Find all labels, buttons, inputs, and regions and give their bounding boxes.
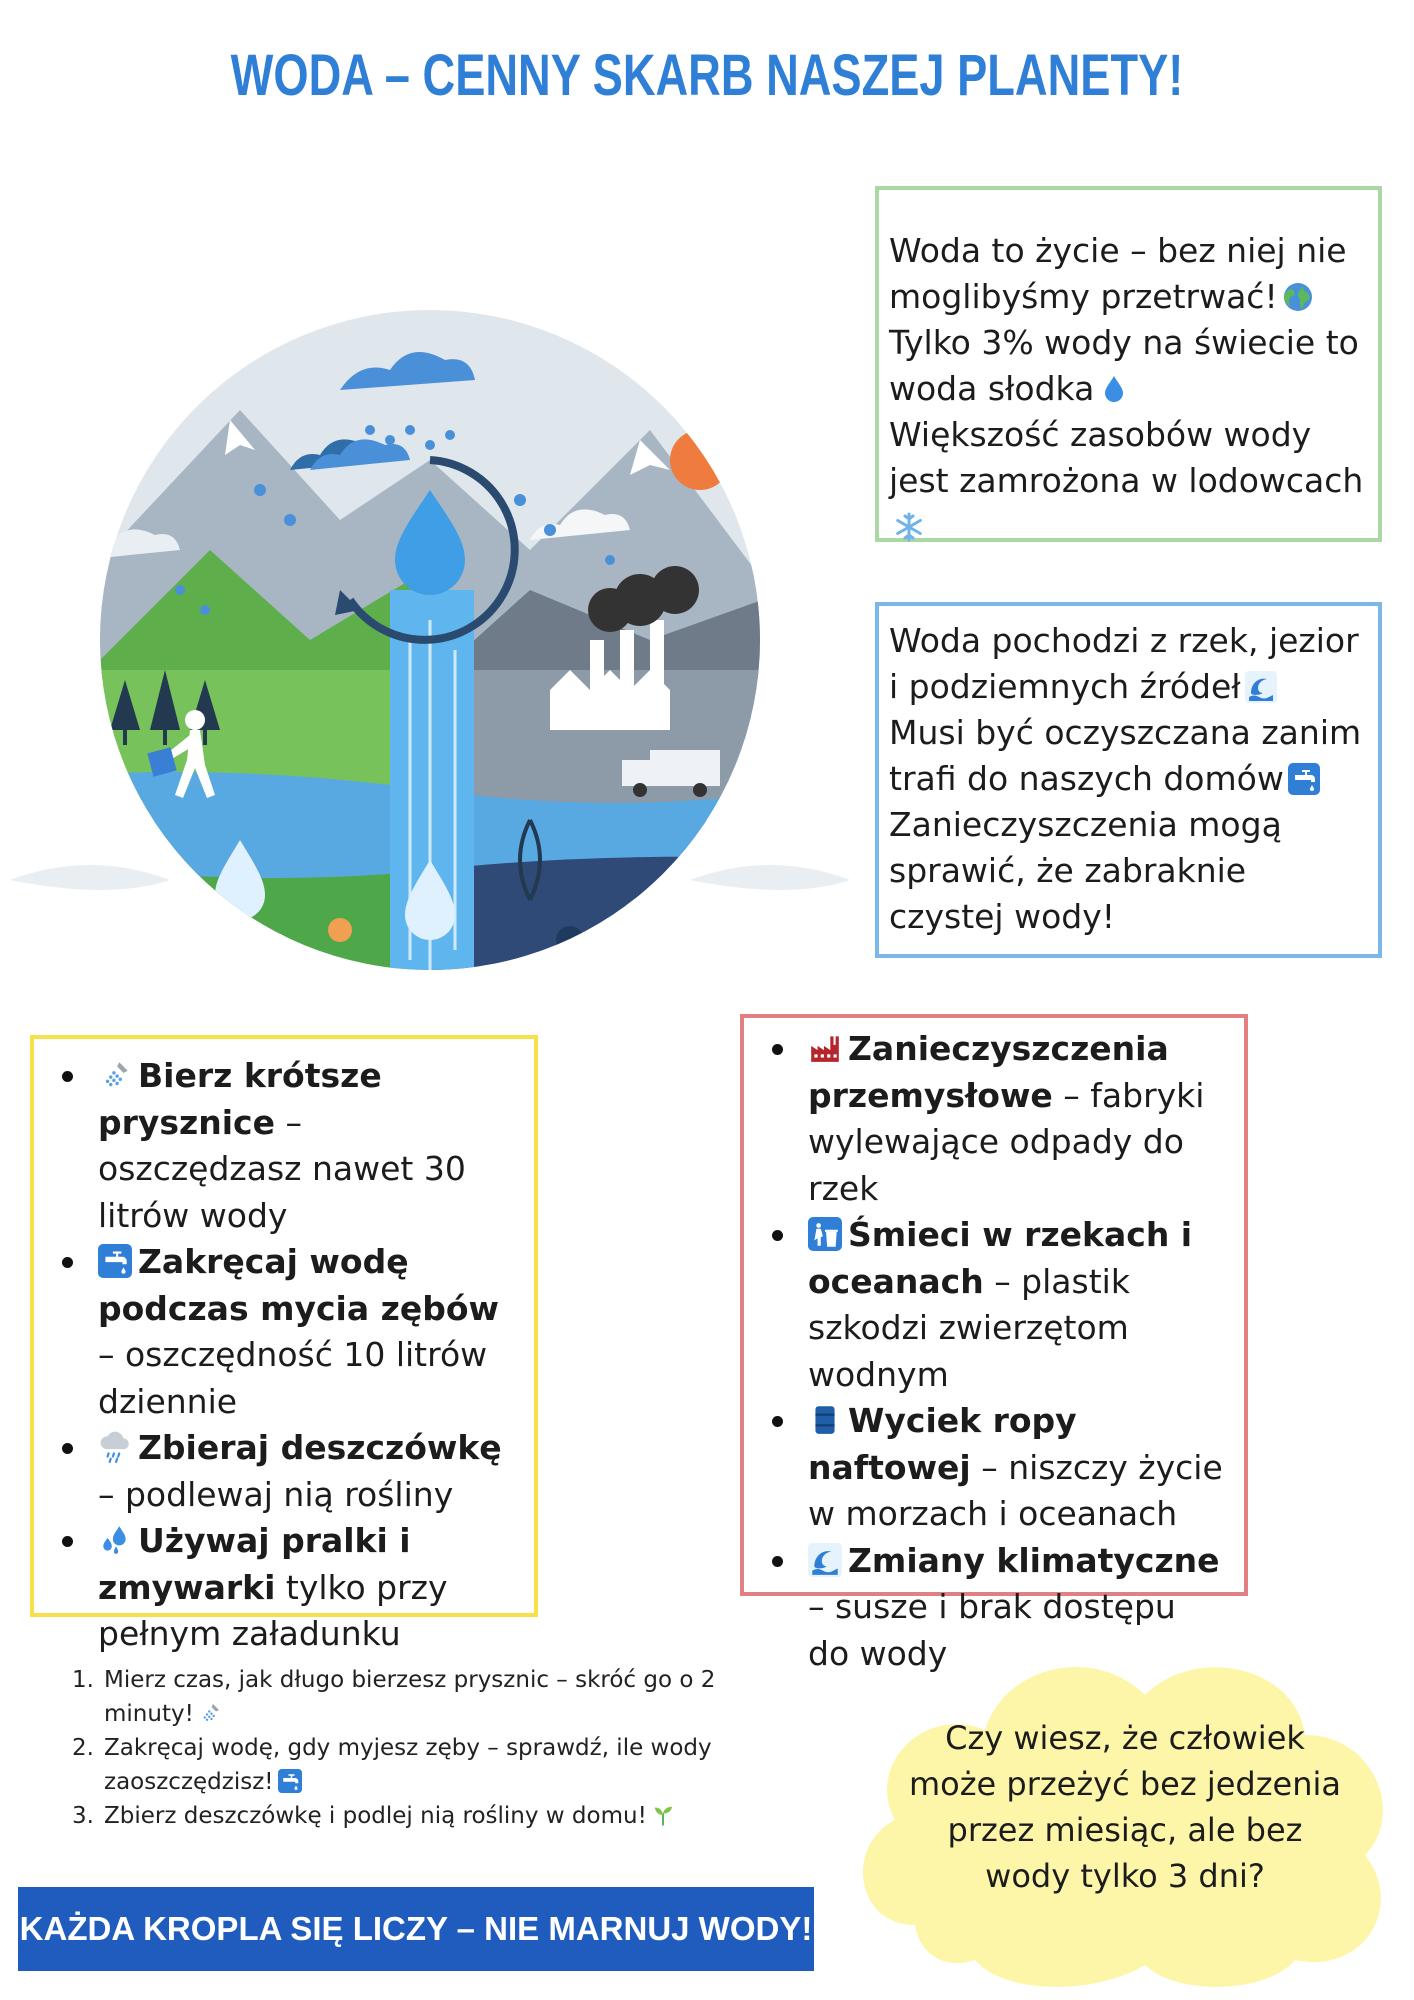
fact-box-blue	[875, 602, 1382, 958]
green-line: Tylko 3% wody na świecie to woda słodka	[889, 323, 1359, 408]
snowflake-icon	[893, 511, 925, 543]
tips-list	[62, 1053, 514, 1658]
list-item: Wyciek ropy naftowej – niszczy życie w morzach i oceanach	[772, 1398, 1224, 1538]
wave-icon	[1245, 671, 1277, 703]
threats-box	[740, 1014, 1248, 1673]
list-item: Używaj pralki i zmywarki tylko przy pełnym załadunku	[62, 1518, 514, 1658]
globe-icon	[1282, 281, 1314, 313]
green-line: Woda to życie – bez niej nie moglibyśmy przetrwać!	[889, 231, 1347, 316]
steps-list	[72, 1663, 762, 1833]
list-item: 2. Zakręcaj wodę, gdy myjesz zęby – sprawdź, ile wody zaoszczędzisz!	[72, 1735, 712, 1795]
threats-list	[772, 1026, 1224, 1677]
wave-icon	[808, 1543, 842, 1577]
list-item: Śmieci w rzekach i oceanach – plastik szkodzi zwierzętom wodnym	[772, 1212, 1224, 1398]
list-item: 3. Zbierz deszczówkę i podlej nią rośliny w domu!	[72, 1799, 762, 1833]
splash-icon	[98, 1523, 132, 1557]
blue-line: Zanieczyszczenia mogą sprawić, że zabraknie czystej wody!	[889, 805, 1282, 936]
faucet-icon	[1288, 763, 1320, 795]
droplet-icon	[1098, 373, 1130, 405]
fact-text: Czy wiesz, że człowiek może przeżyć bez jedzenia przez miesiąc, ale bez wody tylko 3 dni?	[909, 1719, 1341, 1895]
page-title: WODA – CENNY SKARB NASZEJ PLANETY!	[230, 43, 1184, 108]
green-line: Większość zasobów wody jest zamrożona w lodowcach	[889, 412, 1370, 550]
list-item: Bierz krótsze prysznice – oszczędzasz nawet 30 litrów wody	[62, 1053, 514, 1239]
fact-box-green	[875, 186, 1382, 542]
faucet-icon	[98, 1244, 132, 1278]
litter-icon	[808, 1217, 842, 1251]
list-item: Zmiany klimatyczne – susze i brak dostępu do wody	[772, 1538, 1224, 1678]
list-item: Zbieraj deszczówkę – podlewaj nią rośliny	[62, 1425, 514, 1518]
footer-banner: KAŻDA KROPLA SIĘ LICZY – NIE MARNUJ WODY!	[18, 1887, 814, 1971]
water-cycle-illustration	[10, 260, 850, 980]
shower-icon	[198, 1701, 222, 1725]
oil-barrel-icon	[808, 1403, 842, 1437]
blue-line: Woda pochodzi z rzek, jezior i podziemnych źródeł	[889, 621, 1359, 706]
tips-box	[30, 1035, 538, 1653]
fact-cloud	[845, 1625, 1405, 1995]
blue-line: Musi być oczyszczana zanim trafi do naszych domów	[889, 713, 1362, 798]
list-item: Zakręcaj wodę podczas mycia zębów – oszczędność 10 litrów dziennie	[62, 1239, 514, 1425]
list-item: Zanieczyszczenia przemysłowe – fabryki wylewające odpady do rzek	[772, 1026, 1224, 1212]
blue-box-text	[889, 618, 1370, 940]
faucet-icon	[278, 1769, 302, 1793]
green-box-text	[889, 228, 1370, 550]
shower-icon	[98, 1058, 132, 1092]
seedling-icon	[651, 1803, 675, 1827]
rain-cloud-icon	[98, 1430, 132, 1464]
list-item: 1. Mierz czas, jak długo bierzesz prysznic – skróć go o 2 minuty!	[72, 1667, 716, 1727]
factory-icon	[808, 1031, 842, 1065]
